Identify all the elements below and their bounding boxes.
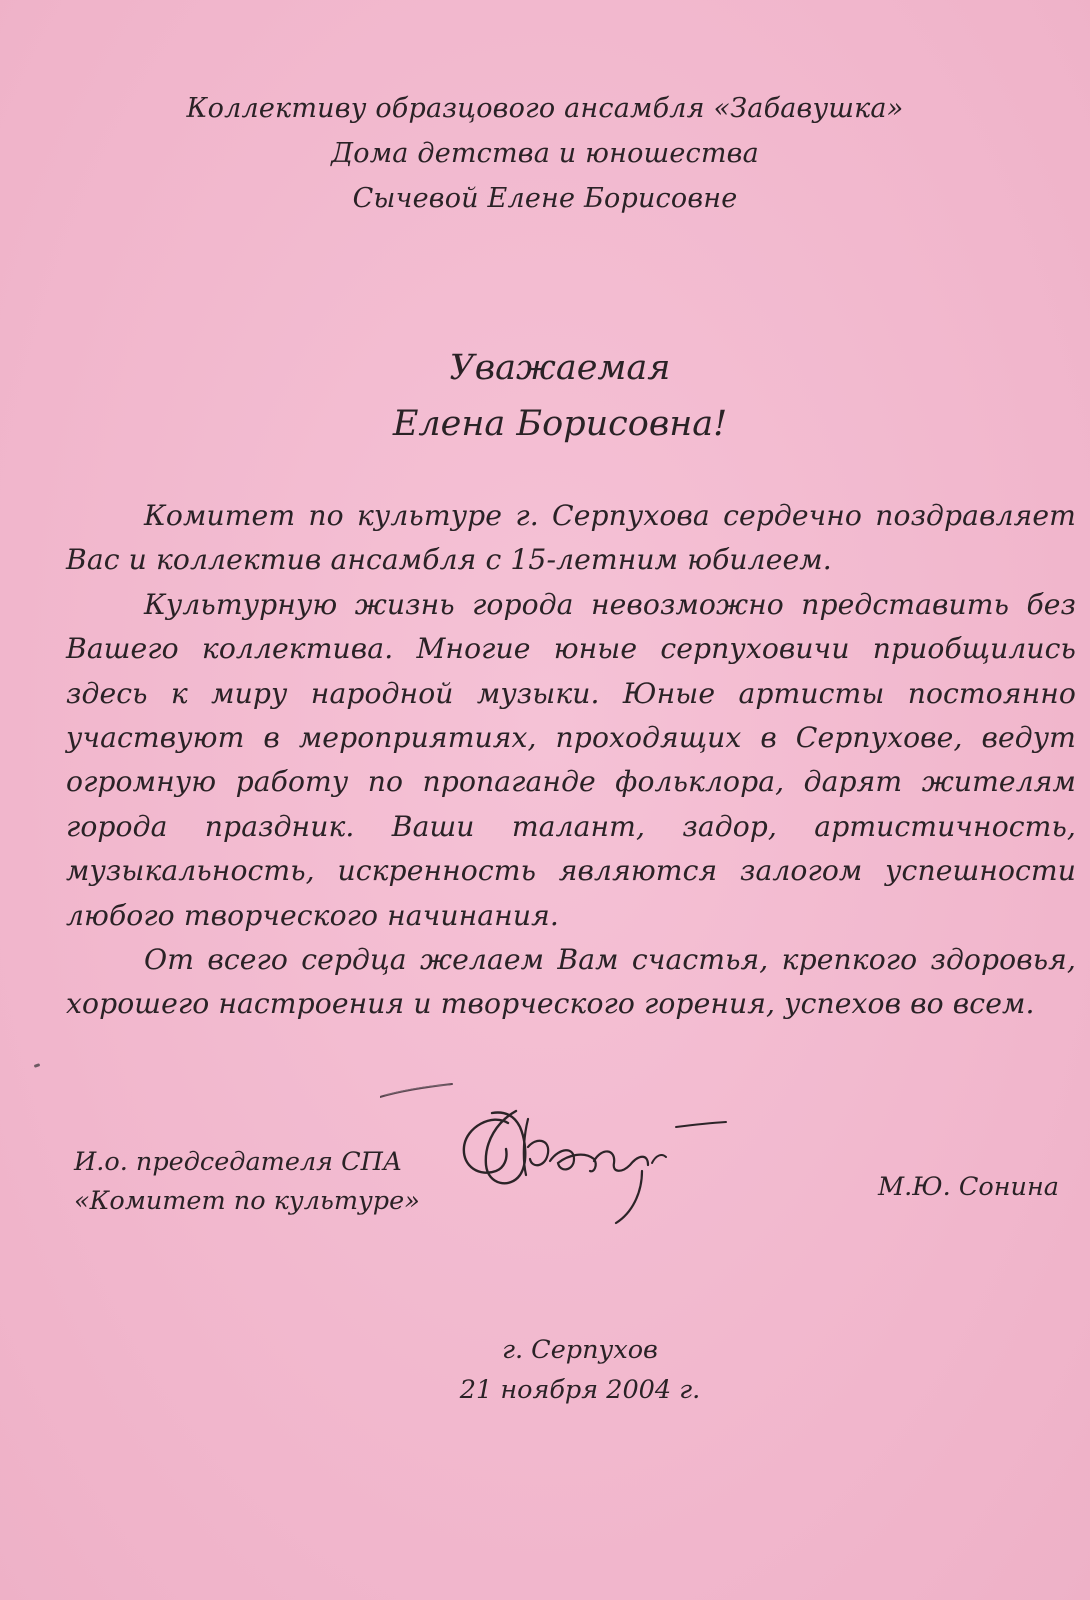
body-paragraph-2: Культурную жизнь города невозможно представить без Вашего коллектива. Многие юные серпуховичи приобщились здесь к миру народной музыки. Юные артисты постоянно участвуют в мероприятиях, проходящих в Серпухове, ведут огромную работу по пропаганде фольклора, дарят жителям города праздник. Ваши талант, задор, артистичность, музыкальность, искренность являются залогом успешности любого творческого начинания.: [66, 587, 1076, 932]
date: 21 ноября 2004 г.: [459, 1375, 701, 1405]
paper-speck: [34, 1063, 41, 1068]
recipient-line-3: Сычевой Елене Борисовне: [352, 183, 738, 214]
recipient-block: [0, 86, 1090, 221]
recipient-line-1: Коллективу образцового ансамбля «Забавушка»: [186, 93, 904, 124]
handwritten-signature: [380, 1075, 740, 1245]
place: г. Серпухов: [502, 1335, 658, 1365]
recipient-line-2: Дома детства и юношества: [331, 138, 759, 169]
signer-title-line-2: «Комитет по культуре»: [74, 1186, 420, 1216]
body-paragraph-1: Комитет по культуре г. Серпухова сердечно поздравляет Вас и коллектив ансамбля с 15-летним юбилеем.: [66, 499, 1076, 577]
body-paragraph-3: От всего сердца желаем Вам счастья, крепкого здоровья, хорошего настроения и творческого горения, успехов во всем.: [66, 943, 1076, 1021]
signer-name: М.Ю. Сонина: [878, 1172, 1059, 1202]
letter-body: [66, 494, 1076, 1027]
signer-title: [74, 1143, 420, 1221]
place-date-block: [0, 1330, 1090, 1410]
signer-title-line-1: И.о. председателя СПА: [74, 1147, 403, 1177]
salutation: [0, 340, 1090, 452]
salutation-line-1: Уважаемая: [449, 348, 671, 388]
salutation-line-2: Елена Борисовна!: [392, 404, 728, 444]
